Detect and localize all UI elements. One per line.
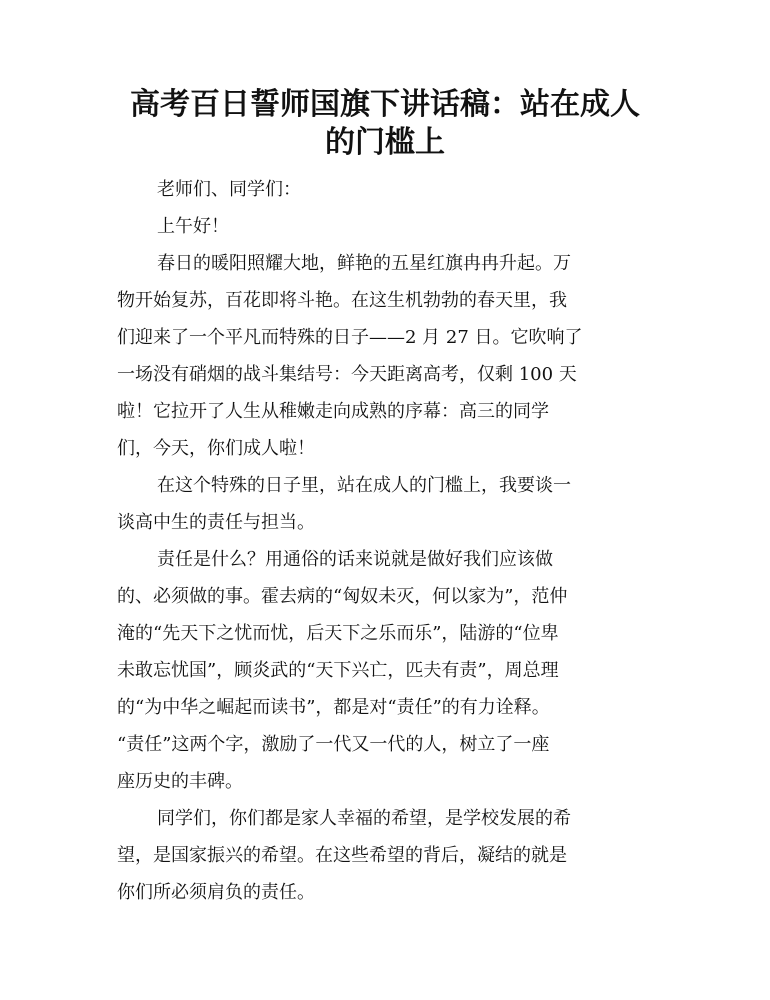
paragraph-line: 的、必须做的事。霍去病的“匈奴未灭，何以家为”，范仲 xyxy=(117,586,568,607)
paragraph-line: 的“为中华之崛起而读书”，都是对“责任”的有力诠释。 xyxy=(117,697,550,718)
paragraph-line: 物开始复苏，百花即将斗艳。在这生机勃勃的春天里，我 xyxy=(117,290,567,311)
paragraph-line: 你们所必须肩负的责任。 xyxy=(117,882,315,903)
paragraph-line: 们，今天，你们成人啦！ xyxy=(117,438,315,459)
paragraph-line: 责任是什么？用通俗的话来说就是做好我们应该做 xyxy=(157,549,553,570)
paragraph-line: 一场没有硝烟的战斗集结号：今天距离高考，仅剩 100 天 xyxy=(117,364,577,385)
paragraph-line: 同学们，你们都是家人幸福的希望，是学校发展的希 xyxy=(157,808,571,829)
paragraph-line: 淹的“先天下之忧而忧，后天下之乐而乐”，陆游的“位卑 xyxy=(117,623,559,644)
document-title-line-1: 高考百日誓师国旗下讲话稿：站在成人 xyxy=(130,87,640,122)
paragraph-line: 座历史的丰碑。 xyxy=(117,771,243,792)
paragraph-line: 望，是国家振兴的希望。在这些希望的背后，凝结的就是 xyxy=(117,845,567,866)
greeting: 上午好！ xyxy=(157,216,229,237)
paragraph-line: 春日的暖阳照耀大地，鲜艳的五星红旗冉冉升起。万 xyxy=(157,253,571,274)
document-title-line-2: 的门槛上 xyxy=(325,125,445,160)
paragraph-line: 啦！它拉开了人生从稚嫩走向成熟的序幕：高三的同学 xyxy=(117,401,549,422)
paragraph-line: 们迎来了一个平凡而特殊的日子——2 月 27 日。它吹响了 xyxy=(117,327,583,348)
paragraph-line: 谈高中生的责任与担当。 xyxy=(117,512,315,533)
paragraph-line: 在这个特殊的日子里，站在成人的门槛上，我要谈一 xyxy=(157,475,571,496)
salutation: 老师们、同学们： xyxy=(157,179,301,200)
paragraph-line: 未敢忘忧国”，顾炎武的“天下兴亡，匹夫有责”，周总理 xyxy=(117,660,559,681)
paragraph-line: “责任”这两个字，激励了一代又一代的人，树立了一座 xyxy=(117,734,550,755)
